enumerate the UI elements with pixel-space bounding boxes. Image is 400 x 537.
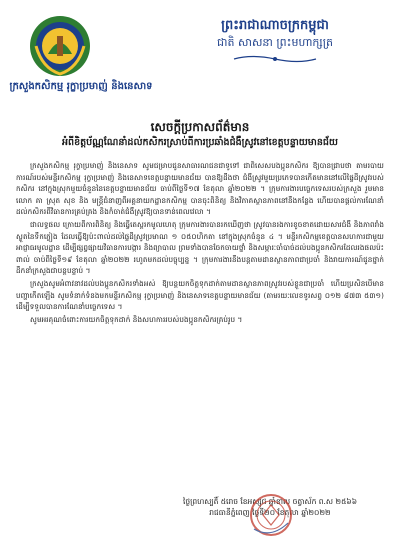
official-seal-icon: [248, 493, 294, 537]
ministry-name: ក្រសួងកសិកម្ម រុក្ខាប្រមាញ់ និងនេសាទ: [9, 81, 153, 92]
ornament-divider-icon: [232, 54, 318, 64]
kingdom-title: ព្រះរាជាណាចក្រកម្ពុជា: [221, 18, 329, 33]
notice-body: [16, 160, 384, 326]
notice-title: សេចក្តីប្រកាសព័ត៌មាន: [150, 120, 250, 134]
solar-date: រាជធានីភ្នំពេញ ថ្ងៃទី២០ ខែតុលា ឆ្នាំ២០២២: [209, 508, 331, 517]
body-paragraph: ក្រសួងសូមអំពាវនាវដល់បងប្អូនកសិករទាំងអស់ ឱ្យបន្តយកចិត្តទុកដាក់តាមដានស្ថានភាពស្រូវរបស់ខ្លួនជាប្រចាំ ហើយប្រសិនបើមានបញ្ហាកើតឡើង សូមទំនាក់ទំនងមកមន្ទីរកសិកម្ម រុក្ខាប្រមាញ់ និងនេសាទខេត្តបន្ទាយមានជ័យ (តាមរយៈលេខទូរសព្ទ ០១២ ៨៧៣ ៥៣១) ដើម្បីទទួលបានការណែនាំបច្ចេកទេស ។: [16, 278, 384, 312]
lunar-date: ថ្ងៃព្រហស្បតិ៍ ៥រោច ខែអស្សុជ ឆ្នាំខាល ចត្វាស័ក ព.ស ២៥៦៦: [182, 497, 358, 506]
body-paragraph: សូមអរគុណចំពោះការយកចិត្តទុកដាក់ និងសហការរបស់បងប្អូនកសិករគ្រប់រូប ។: [30, 314, 243, 324]
ministry-emblem-icon: [28, 14, 92, 78]
body-paragraph: ក្រសួងកសិកម្ម រុក្ខាប្រមាញ់ និងនេសាទ សូមជម្រាបជូនសាធារណជនជាទូទៅ ជាពិសេសបងប្អូនកសិករ ឱ្យបានជ្រាបថា តាមរបាយការណ៍របស់មន្ទីរកសិកម្ម រុក្ខាប្រមាញ់ និងនេសាទខេត្តបន្ទាយមានជ័យ បានឱ្យដឹងថា ជំងឺស្រូវមួយប្រភេទបានកើតមាននៅលើផ្ទៃដីស្រូវរបស់កសិករ នៅក្នុងស្រុកមួយចំនួននៃខេត្តបន្ទាយមានជ័យ ចាប់ពីថ្ងៃទី១៧ ខែតុលា ឆ្នាំ២០២២ ។ ក្រុមការងារបច្ចេកទេសរបស់ក្រសួង រួមមាន លោក គា ស្រុត សុខ និង មន្ត្រីជំនាញពីអគ្គនាយកដ្ឋានកសិកម្ម បានចុះពិនិត្យ និងវិភាគស្ថានភាពនៅនឹងកន្លែង ហើយបានផ្តល់ការណែនាំដល់កសិករពីវិធានការគ្រប់គ្រង និងកំចាត់ជំងឺស្រូវឱ្យបានទាន់ពេលវេលា ។: [16, 161, 384, 217]
body-paragraph: ជាលទ្ធផល ក្រោយពីការពិនិត្យ និងធ្វើតេស្តរកមូលហេតុ ក្រុមការងារបានរកឃើញថា ស្រូវបានរងការខូចខាតដោយសារជំងឺ និងភាពរាំងស្ងួតនៃទឹកភ្លៀង ដែលធ្វើឱ្យប៉ះពាល់ដល់ផ្ទៃដីស្រូវប្រមាណ ១ ០៥០ហិកតា នៅក្នុងស្រុកចំនួន ៤ ។ មន្ទីរកសិកម្មខេត្តបានសហការជាមួយអាជ្ញាធរមូលដ្ឋាន ដើម្បីផ្សព្វផ្សាយវិធានការបង្ការ និងព្យាបាល ព្រមទាំងបានចែកចាយថ្នាំ និងសម្ភារៈចាំបាច់ដល់បងប្អូនកសិករដែលរងផលប៉ះពាល់ ចាប់ពីថ្ងៃទី១៩ ខែតុលា ឆ្នាំ២០២២ រហូតមកដល់បច្ចុប្បន្ន ។ ក្រុមការងារនឹងបន្តតាមដានស្ថានភាពជាប្រចាំ និងរាយការណ៍ជូនថ្នាក់ដឹកនាំក្រសួងជាបន្តបន្ទាប់ ។: [16, 219, 384, 276]
notice-subtitle: អំពីខិត្តប័ណ្ណណែនាំដល់កសិករស្រាប់ពីការប្រឆាំងជំងឺស្រូវនៅខេត្តបន្ទាយមានជ័យ: [62, 137, 338, 148]
national-motto: ជាតិ សាសនា ព្រះមហាក្សត្រ: [217, 36, 333, 49]
